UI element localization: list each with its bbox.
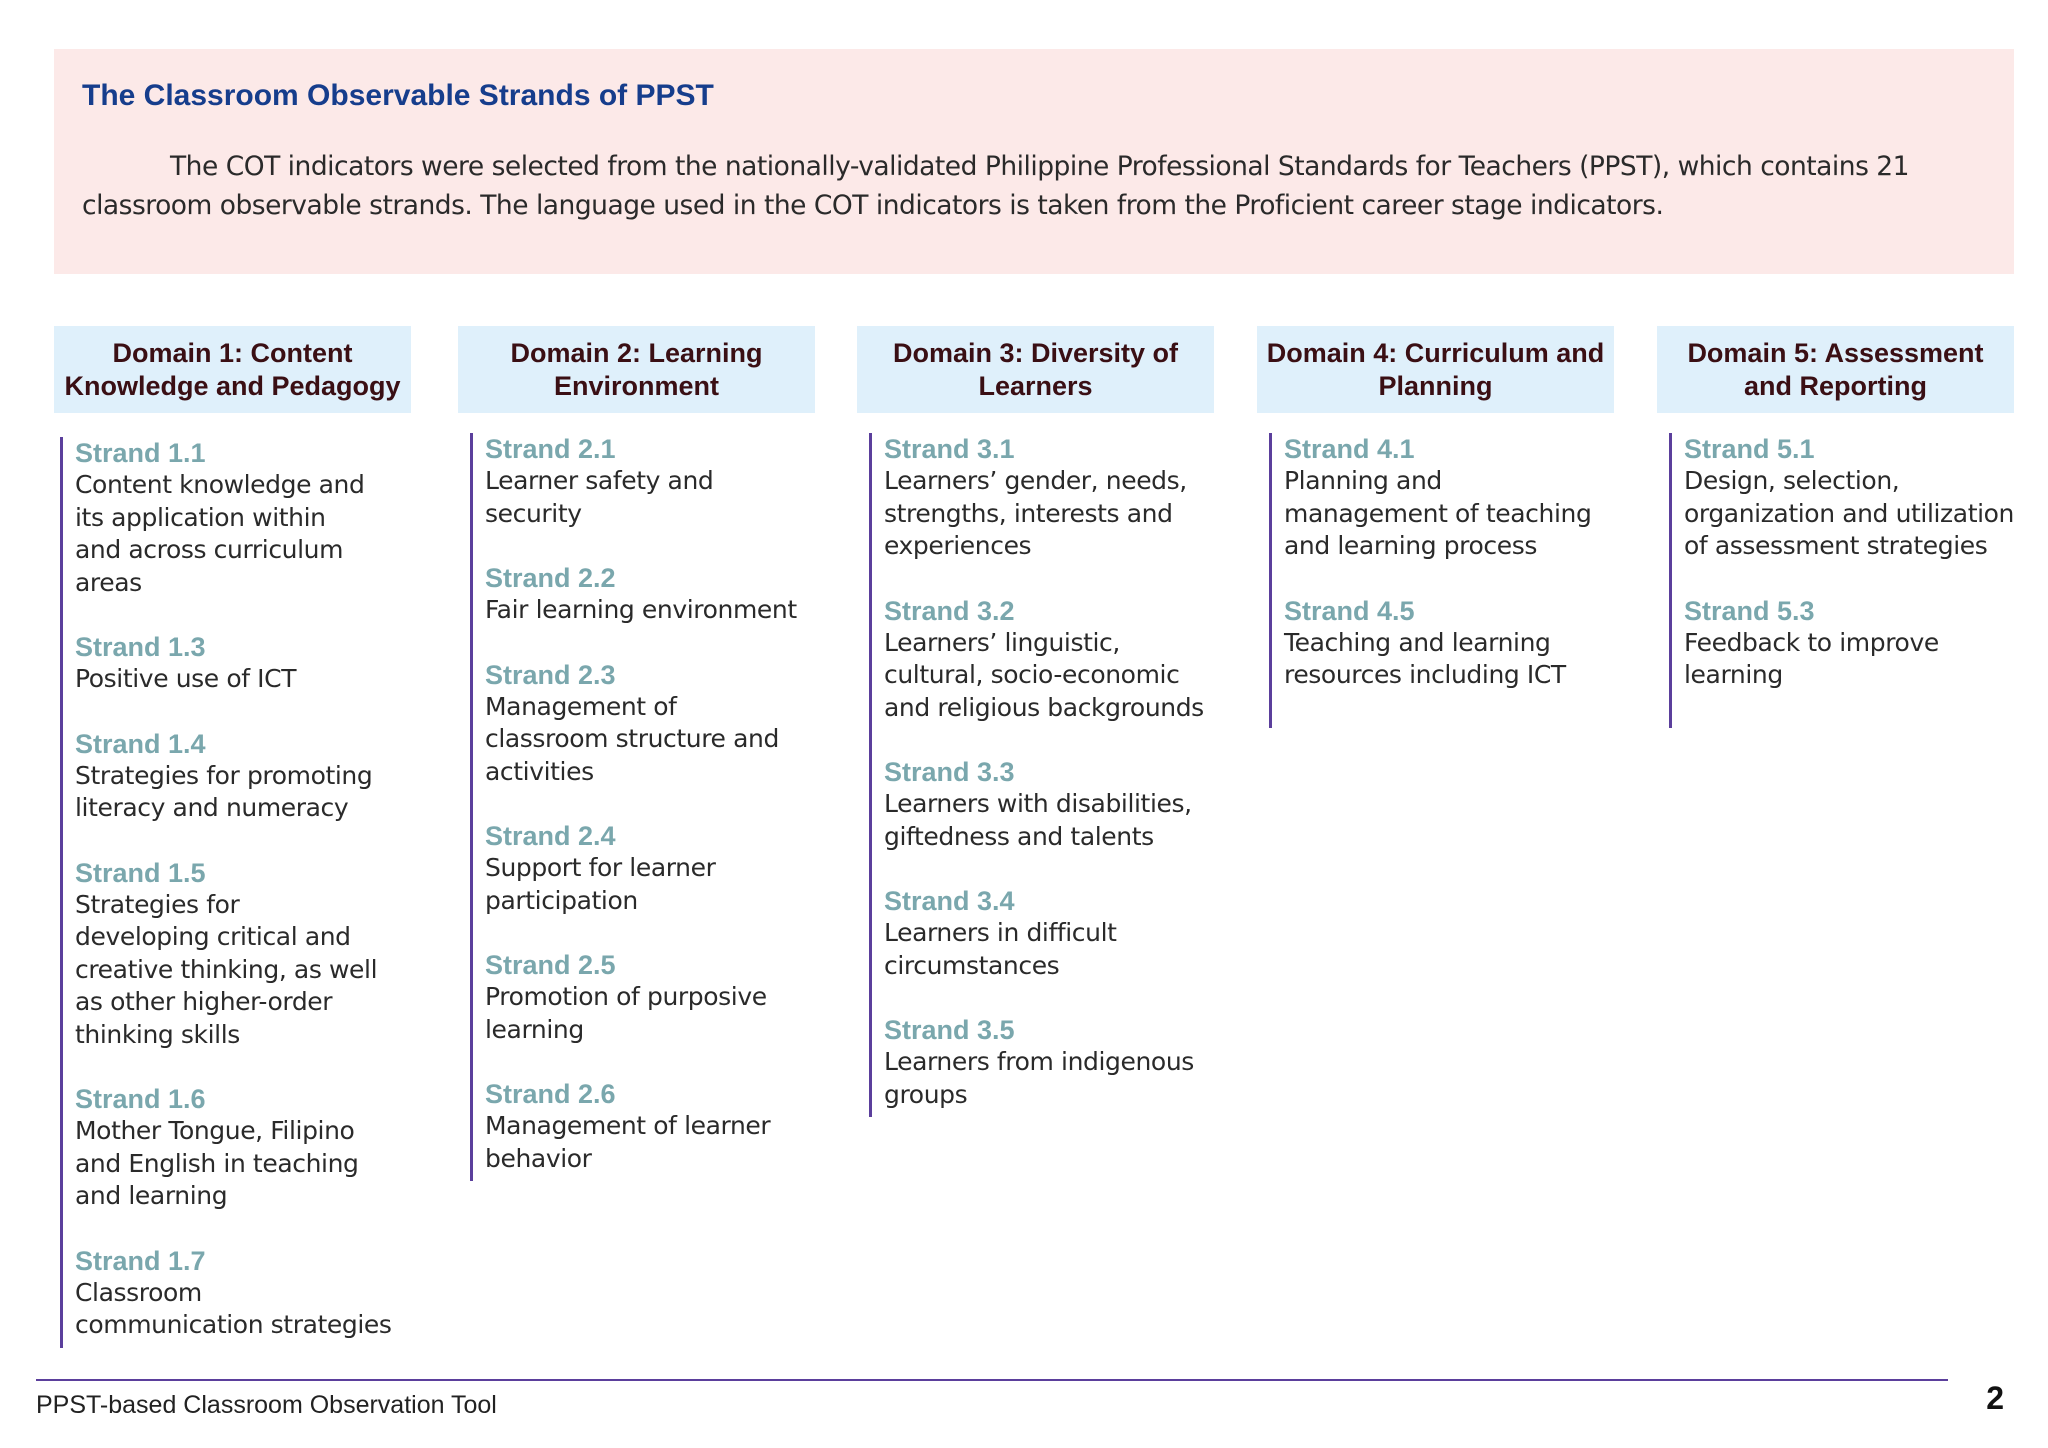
- strand-description: Learners from indigenous groups: [884, 1047, 1194, 1109]
- strand-item: [884, 433, 1214, 563]
- strand-description: Management of learner behavior: [485, 1111, 771, 1173]
- domain-column-2: [458, 326, 815, 1181]
- strand-item: [485, 949, 815, 1046]
- strand-description: Management of classroom structure and activities: [485, 691, 779, 786]
- strand-label: Strand 1.4: [75, 728, 206, 759]
- strand-label: Strand 2.1: [485, 434, 616, 464]
- footer-rule: [36, 1379, 1948, 1381]
- strand-item: [75, 1245, 411, 1342]
- strand-item: [884, 1014, 1214, 1111]
- strand-list: [60, 437, 411, 1348]
- strand-description: Support for learner participation: [485, 853, 716, 915]
- strand-label: Strand 3.5: [884, 1015, 1015, 1045]
- strand-description: Learners in difficult circumstances: [884, 918, 1117, 980]
- strand-description: Strategies for developing critical and creative thinking, as well as other higher-order thinking skills: [75, 889, 378, 1049]
- strand-label: Strand 2.6: [485, 1079, 616, 1109]
- strand-label: Strand 5.1: [1684, 434, 1815, 464]
- strand-item: [75, 631, 411, 696]
- strand-item: [485, 820, 815, 917]
- strand-item: [884, 885, 1214, 982]
- strand-description: Mother Tongue, Filipino and English in teaching and learning: [75, 1116, 359, 1210]
- strand-description: Learners’ gender, needs, strengths, interests and experiences: [884, 466, 1187, 560]
- domain-column-5: [1657, 326, 2014, 728]
- strand-label: Strand 3.3: [884, 757, 1015, 787]
- strand-item: [485, 1078, 815, 1175]
- strand-label: Strand 1.5: [75, 857, 206, 888]
- domain-header: Domain 2: Learning Environment: [458, 326, 815, 413]
- strand-list: [869, 433, 1214, 1117]
- strand-description: Learners with disabilities, giftedness and talents: [884, 789, 1192, 851]
- strand-label: Strand 4.1: [1284, 434, 1415, 464]
- strand-description: Positive use of ICT: [75, 664, 297, 693]
- page-number: 2: [1986, 1380, 2004, 1416]
- strand-label: Strand 2.4: [485, 821, 616, 851]
- strand-label: Strand 2.2: [485, 563, 616, 593]
- strand-item: [1684, 433, 2014, 563]
- strand-label: Strand 2.5: [485, 950, 616, 980]
- strand-item: [1284, 595, 1614, 692]
- footer-title: PPST-based Classroom Observation Tool: [36, 1391, 497, 1419]
- strand-label: Strand 1.1: [75, 438, 206, 468]
- strand-item: [75, 437, 411, 599]
- intro-paragraph: The COT indicators were selected from the nationally-validated Philippine Professional Standards for Teachers (PPST), which contains 21 classroom observable strands. The language used in the COT indicators is taken from the Proficient career stage indicators.: [82, 151, 1910, 221]
- strand-label: Strand 2.3: [485, 659, 616, 690]
- strand-item: [75, 728, 411, 825]
- strand-item: [1284, 433, 1614, 563]
- strand-description: Design, selection, organization and utilization of assessment strategies: [1684, 466, 2014, 560]
- strand-description: Learners’ linguistic, cultural, socio-economic and religious backgrounds: [884, 627, 1204, 722]
- strand-list: [470, 433, 815, 1181]
- strand-item: [75, 1083, 411, 1213]
- strand-description: Strategies for promoting literacy and numeracy: [75, 760, 373, 822]
- strand-label: Strand 5.3: [1684, 595, 1815, 626]
- domain-header: Domain 3: Diversity of Learners: [857, 326, 1214, 413]
- strand-label: Strand 3.2: [884, 595, 1015, 626]
- strand-description: Classroom communication strategies: [75, 1277, 392, 1339]
- strand-description: Fair learning environment: [485, 595, 797, 624]
- domain-column-3: [857, 326, 1214, 1117]
- strand-label: Strand 3.1: [884, 434, 1015, 464]
- strand-item: [75, 857, 411, 1052]
- strand-label: Strand 3.4: [884, 886, 1015, 916]
- strand-description: Feedback to improve learning: [1684, 627, 1939, 689]
- strand-item: [884, 756, 1214, 853]
- strand-description: Learner safety and security: [485, 466, 714, 528]
- domain-column-4: [1257, 326, 1614, 728]
- strand-item: [485, 659, 815, 789]
- strand-label: Strand 1.6: [75, 1084, 206, 1114]
- strand-list: [1269, 433, 1614, 728]
- domain-header: Domain 1: Content Knowledge and Pedagogy: [54, 326, 411, 413]
- strand-description: Content knowledge and its application within and across curriculum areas: [75, 470, 365, 597]
- strand-description: Planning and management of teaching and learning process: [1284, 466, 1592, 560]
- strand-item: [884, 595, 1214, 725]
- domain-header: Domain 4: Curriculum and Planning: [1257, 326, 1614, 413]
- strand-item: [485, 562, 815, 627]
- strand-description: Promotion of purposive learning: [485, 982, 767, 1044]
- strand-item: [485, 433, 815, 530]
- page-title: The Classroom Observable Strands of PPST: [82, 79, 714, 112]
- domain-header: Domain 5: Assessment and Reporting: [1657, 326, 2014, 413]
- intro-box: [54, 49, 2014, 274]
- strand-list: [1669, 433, 2014, 728]
- strand-item: [1684, 595, 2014, 692]
- strand-label: Strand 4.5: [1284, 595, 1415, 626]
- strand-description: Teaching and learning resources including ICT: [1284, 627, 1566, 689]
- strand-label: Strand 1.7: [75, 1245, 206, 1276]
- strand-label: Strand 1.3: [75, 632, 206, 662]
- domain-column-1: [54, 326, 411, 1348]
